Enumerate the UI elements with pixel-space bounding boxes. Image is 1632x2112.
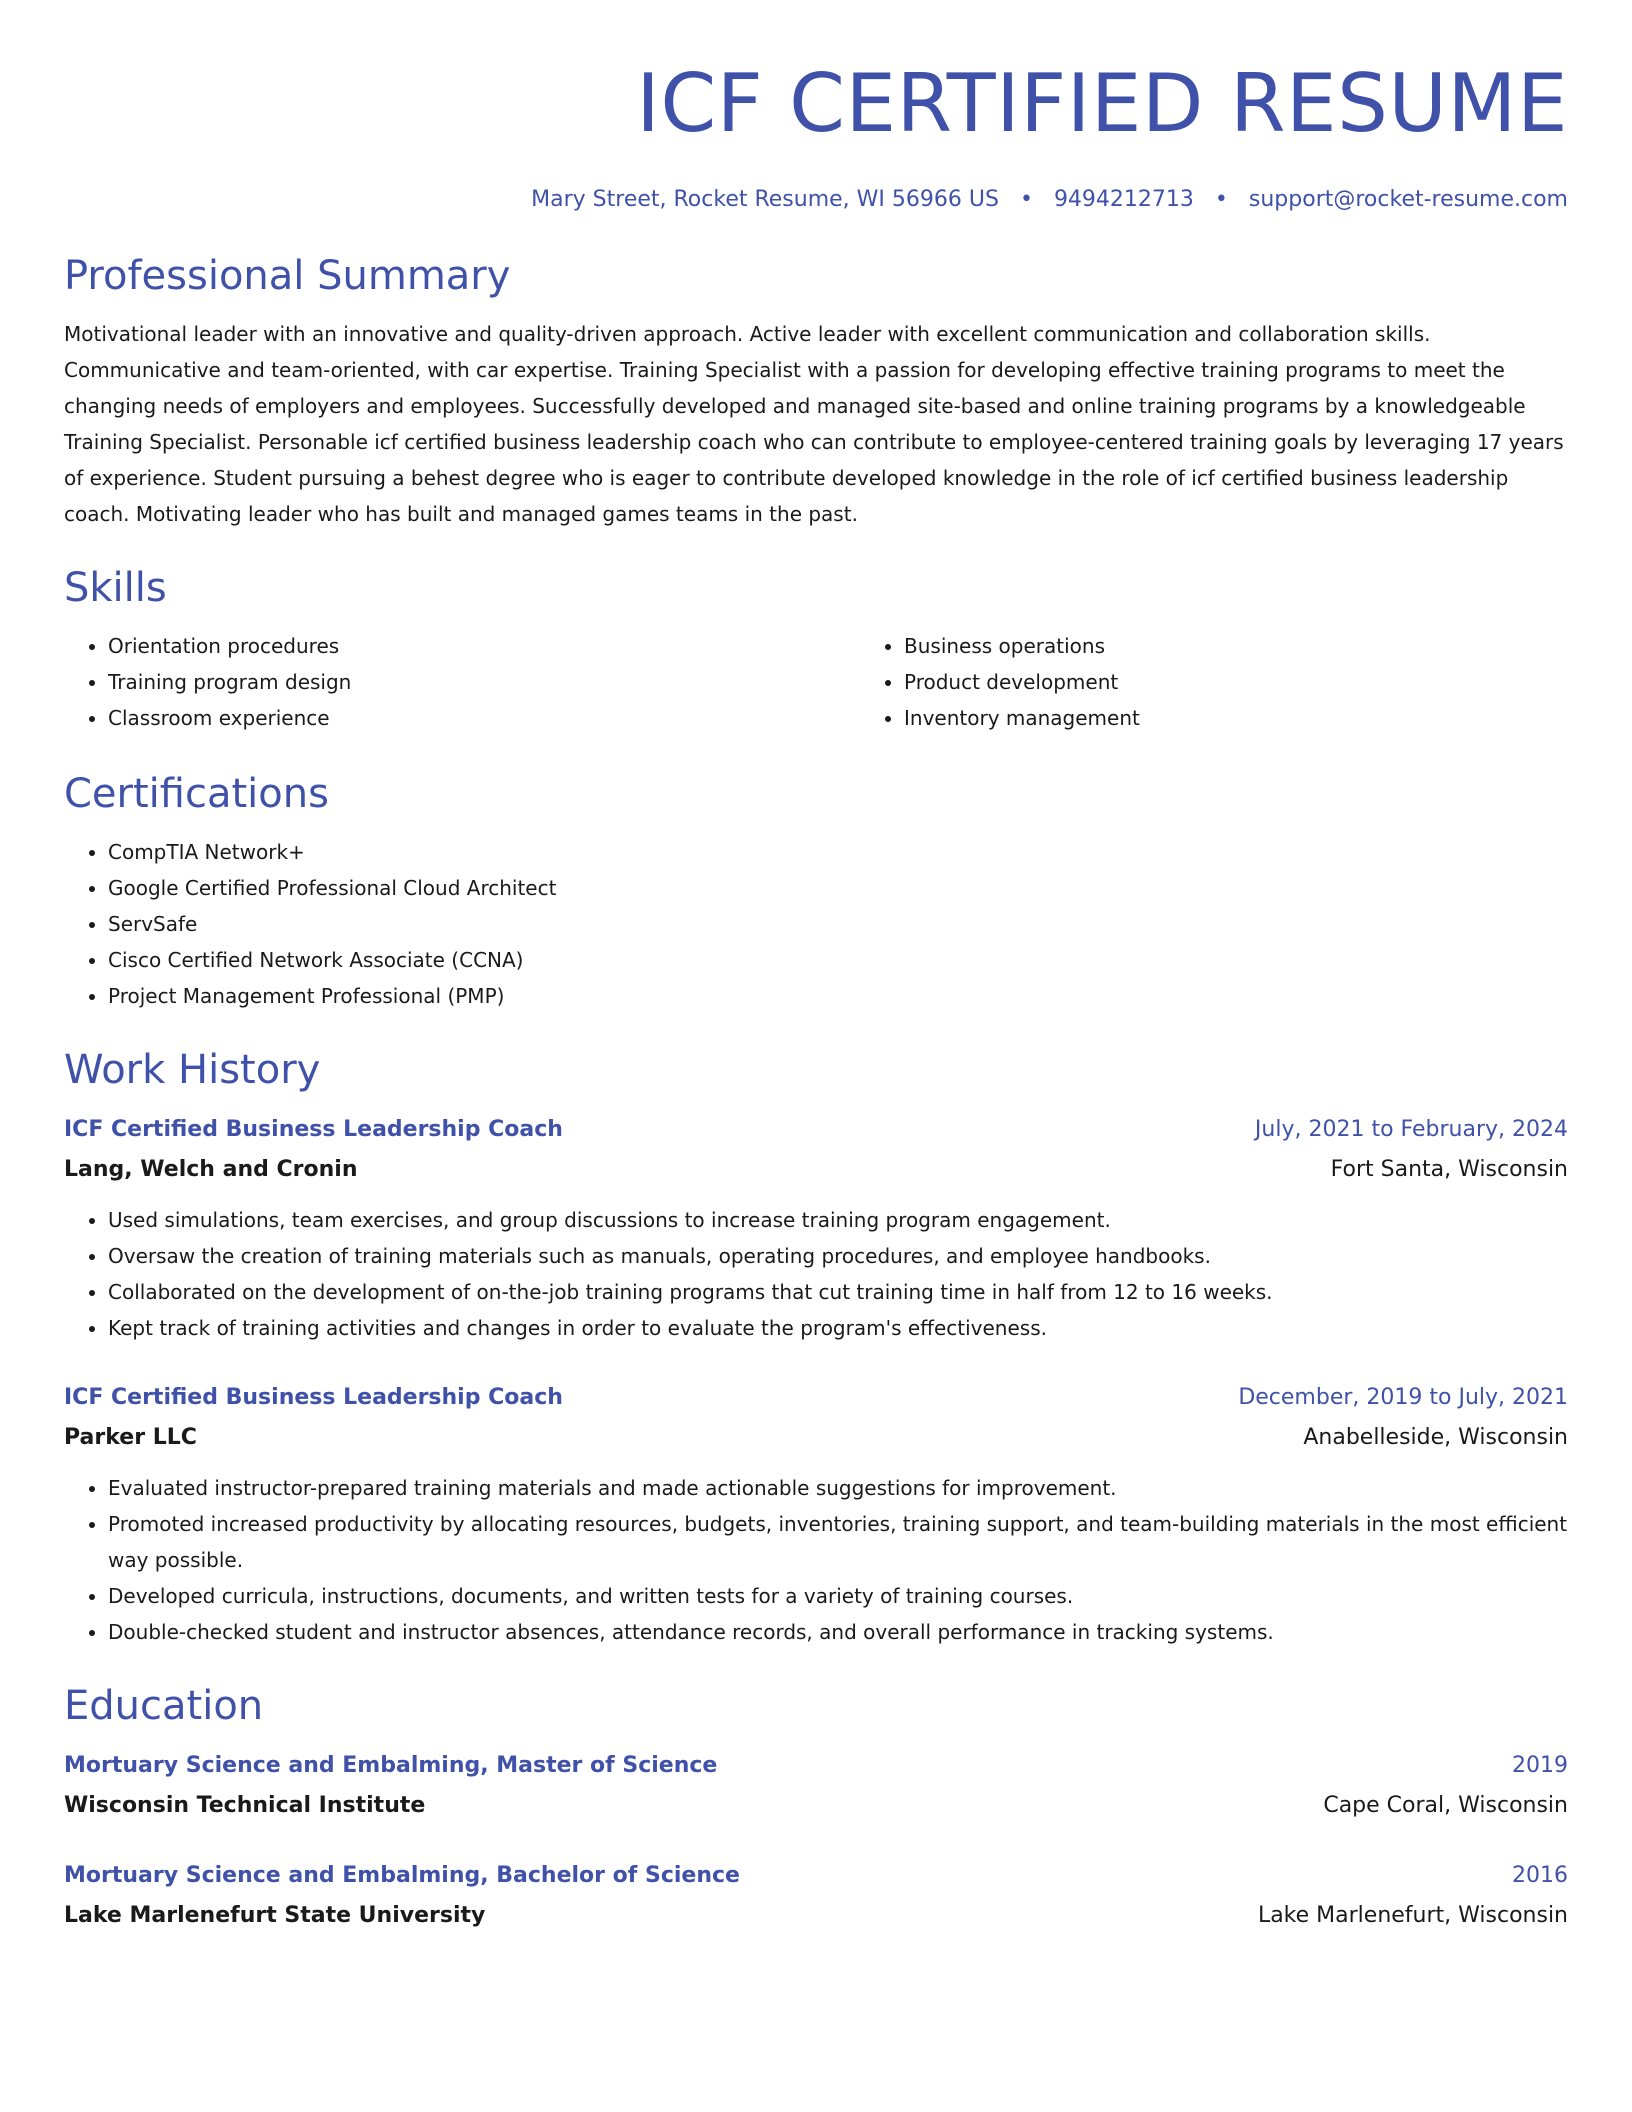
job-company-row <box>64 1150 1568 1190</box>
skills-heading: Skills <box>64 565 167 611</box>
job-company: Lang, Welch and Cronin <box>64 1157 358 1182</box>
skill-item: • Inventory management <box>904 700 1632 736</box>
contact-separator: • <box>1214 187 1228 212</box>
resume-header <box>64 52 1568 216</box>
skills-list <box>64 628 1568 736</box>
education-degree: Mortuary Science and Embalming, Bachelor of Science <box>64 1863 740 1888</box>
resume-title: ICF CERTIFIED RESUME <box>636 57 1568 150</box>
job-title-row <box>64 1110 1568 1150</box>
education-location: Cape Coral, Wisconsin <box>1323 1793 1568 1818</box>
job-role: ICF Certified Business Leadership Coach <box>64 1385 563 1410</box>
certifications-heading: Certifications <box>64 771 329 817</box>
job-location: Fort Santa, Wisconsin <box>1330 1157 1568 1182</box>
job-dates: December, 2019 to July, 2021 <box>1238 1385 1568 1410</box>
education-entry <box>64 1856 1568 1936</box>
skill-item: • Business operations <box>904 628 1632 664</box>
job-bullet: • Evaluated instructor-prepared training materials and made actionable suggestions for improvement. <box>108 1470 1568 1506</box>
summary-heading: Professional Summary <box>64 253 511 299</box>
contact-email: support@rocket-resume.com <box>1248 187 1568 212</box>
job-entry <box>64 1378 1568 1650</box>
job-dates: July, 2021 to February, 2024 <box>1254 1117 1568 1142</box>
education-school-row <box>64 1786 1568 1826</box>
education-school: Lake Marlenefurt State University <box>64 1903 486 1928</box>
skills-column-left <box>64 628 860 736</box>
education-year: 2016 <box>1512 1863 1568 1888</box>
job-bullets <box>64 1470 1568 1650</box>
job-bullet: • Collaborated on the development of on-the-job training programs that cut training time in half from 12 to 16 weeks. <box>108 1274 1568 1310</box>
certification-item: • CompTIA Network+ <box>108 834 1568 870</box>
summary-text: Motivational leader with an innovative and quality-driven approach. Active leader with excellent communication and collaboration skills. Communicative and team-oriented, with car expertise. Training Specialist with a passion for developing effective training programs to meet the changing needs of employers and employees. Successfully developed and managed site-based and online training programs by a knowledgeable Training Specialist. Personable icf certified business leadership coach who can contribute to employee-centered training goals by leveraging 17 years of experience. Student pursuing a behest degree who is eager to contribute developed knowledge in the role of icf certified business leadership coach. Motivating leader who has built and managed games teams in the past. <box>64 322 1564 526</box>
job-bullet: • Oversaw the creation of training materials such as manuals, operating procedures, and employee handbooks. <box>108 1238 1568 1274</box>
skill-item: • Product development <box>904 664 1632 700</box>
job-bullet: • Double-checked student and instructor absences, attendance records, and overall performance in tracking systems. <box>108 1614 1568 1650</box>
education-degree-row <box>64 1856 1568 1896</box>
job-entry <box>64 1110 1568 1346</box>
contact-phone: 9494212713 <box>1053 187 1194 212</box>
education-year: 2019 <box>1512 1753 1568 1778</box>
skill-item: • Training program design <box>108 664 860 700</box>
job-role: ICF Certified Business Leadership Coach <box>64 1117 563 1142</box>
job-bullet: • Used simulations, team exercises, and group discussions to increase training program engagement. <box>108 1202 1568 1238</box>
job-company: Parker LLC <box>64 1425 197 1450</box>
contact-separator: • <box>1019 187 1033 212</box>
education-location: Lake Marlenefurt, Wisconsin <box>1257 1903 1568 1928</box>
education-degree: Mortuary Science and Embalming, Master of Science <box>64 1753 718 1778</box>
job-bullet: • Promoted increased productivity by allocating resources, budgets, inventories, training support, and team-building materials in the most efficient way possible. <box>108 1506 1568 1578</box>
job-bullet: • Kept track of training activities and changes in order to evaluate the program's effectiveness. <box>108 1310 1568 1346</box>
job-bullets <box>64 1202 1568 1346</box>
education-school: Wisconsin Technical Institute <box>64 1793 426 1818</box>
education-heading: Education <box>64 1683 264 1729</box>
education-school-row <box>64 1896 1568 1936</box>
job-bullet: • Developed curricula, instructions, documents, and written tests for a variety of training courses. <box>108 1578 1568 1614</box>
certification-item: • Cisco Certified Network Associate (CCNA) <box>108 942 1568 978</box>
certification-item: • Project Management Professional (PMP) <box>108 978 1568 1014</box>
education-degree-row <box>64 1746 1568 1786</box>
contact-address: Mary Street, Rocket Resume, WI 56966 US <box>531 187 999 212</box>
work-history-heading: Work History <box>64 1047 321 1093</box>
certifications-list <box>64 834 1568 1014</box>
contact-line <box>64 184 1568 216</box>
job-location: Anabelleside, Wisconsin <box>1303 1425 1568 1450</box>
certification-item: • ServSafe <box>108 906 1568 942</box>
job-title-row <box>64 1378 1568 1418</box>
skill-item: • Orientation procedures <box>108 628 860 664</box>
job-company-row <box>64 1418 1568 1458</box>
education-entry <box>64 1746 1568 1826</box>
certification-item: • Google Certified Professional Cloud Architect <box>108 870 1568 906</box>
skills-column-right <box>860 628 1632 736</box>
skill-item: • Classroom experience <box>108 700 860 736</box>
